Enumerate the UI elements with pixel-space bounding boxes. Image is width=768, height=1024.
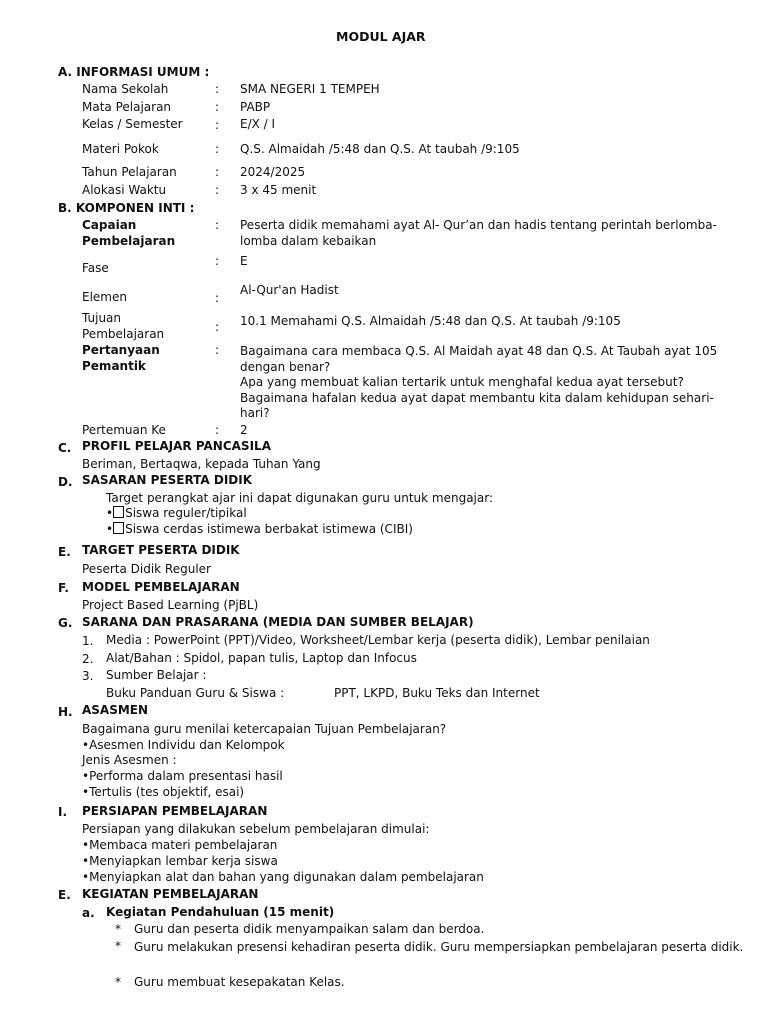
fase-value: E: [240, 254, 248, 268]
pertanyaan-label-2: Pemantik: [82, 359, 146, 373]
list-number: 3.: [82, 669, 94, 683]
section-h-line: Bagaimana guru menilai ketercapaian Tujuan Pembelajaran?: [82, 722, 447, 736]
list-item-text: Siswa cerdas istimewa berbakat istimewa (CIBI): [125, 522, 413, 536]
section-i-line: •Menyiapkan alat dan bahan yang digunakan dalam pembelajaran: [82, 870, 484, 884]
section-f-letter: F.: [58, 581, 69, 595]
checkbox-icon: [113, 522, 124, 534]
pertemuan-label: Pertemuan Ke: [82, 423, 166, 437]
pertanyaan-line: Bagaimana hafalan kedua ayat dapat membantu kita dalam kehidupan sehari-: [240, 391, 714, 405]
capaian-label: Capaian: [82, 218, 137, 232]
info-value: Q.S. Almaidah /5:48 dan Q.S. At taubah /9:105: [240, 142, 520, 156]
info-label: Alokasi Waktu: [82, 183, 167, 197]
section-d-letter: D.: [58, 475, 73, 489]
sumber-left: Buku Panduan Guru & Siswa :: [106, 686, 285, 700]
list-item-text: Guru membuat kesepakatan Kelas.: [134, 975, 345, 989]
bullet: •: [106, 506, 114, 520]
pertanyaan-label: Pertanyaan: [82, 343, 160, 357]
capaian-sep: :: [215, 218, 220, 232]
info-value: SMA NEGERI 1 TEMPEH: [240, 82, 380, 96]
section-h-letter: H.: [58, 705, 73, 719]
info-label: Tahun Pelajaran: [82, 165, 177, 179]
list-item-text: Media : PowerPoint (PPT)/Video, Worksheet/Lembar kerja (peserta didik), Lembar penilaian: [106, 633, 650, 647]
list-item-text: Sumber Belajar :: [106, 668, 207, 682]
section-g-heading: SARANA DAN PRASARANA (MEDIA DAN SUMBER BELAJAR): [82, 615, 474, 629]
pertemuan-sep: :: [215, 423, 220, 437]
fase-sep: :: [215, 254, 220, 268]
capaian-value: Peserta didik memahami ayat Al- Qur’an dan hadis tentang perintah berlomba-: [240, 218, 717, 232]
subsection-heading: Kegiatan Pendahuluan (15 menit): [106, 905, 335, 919]
info-sep: :: [215, 165, 220, 179]
list-item: [106, 522, 413, 537]
section-e2-letter: E.: [58, 888, 71, 902]
elemen-sep: :: [215, 291, 220, 305]
list-item-text: Guru dan peserta didik menyampaikan salam dan berdoa.: [134, 922, 485, 936]
list-item-text: Alat/Bahan : Spidol, papan tulis, Laptop dan Infocus: [106, 651, 417, 665]
tujuan-label-2: Pembelajaran: [82, 327, 165, 341]
elemen-value: Al-Qur'an Hadist: [240, 283, 339, 297]
subsection-number: a.: [82, 906, 95, 920]
section-h-line: Jenis Asesmen :: [82, 753, 177, 767]
section-f-body: Project Based Learning (PjBL): [82, 598, 259, 612]
info-value: PABP: [240, 100, 271, 114]
section-c-heading: PROFIL PELAJAR PANCASILA: [82, 439, 271, 453]
section-a-heading: A. INFORMASI UMUM :: [58, 65, 210, 79]
info-label: Materi Pokok: [82, 142, 159, 156]
section-h-line: •Tertulis (tes objektif, esai): [82, 785, 245, 799]
info-value: E/X / I: [240, 117, 276, 131]
pertanyaan-line: Bagaimana cara membaca Q.S. Al Maidah ayat 48 dan Q.S. At Taubah ayat 105: [240, 344, 718, 358]
star-bullet: *: [115, 939, 121, 953]
info-sep: :: [215, 118, 220, 132]
section-e-body: Peserta Didik Reguler: [82, 562, 211, 576]
section-b-heading: B. KOMPONEN INTI :: [58, 201, 195, 215]
info-label: Nama Sekolah: [82, 82, 169, 96]
star-bullet: *: [115, 922, 121, 936]
info-value: 3 x 45 menit: [240, 183, 317, 197]
section-i-letter: I.: [58, 805, 68, 819]
sumber-right: PPT, LKPD, Buku Teks dan Internet: [334, 686, 540, 700]
section-i-line: •Menyiapkan lembar kerja siswa: [82, 854, 278, 868]
section-i-line: Persiapan yang dilakukan sebelum pembelajaran dimulai:: [82, 822, 430, 836]
section-h-heading: ASASMEN: [82, 703, 149, 717]
info-sep: :: [215, 142, 220, 156]
info-label: Kelas / Semester: [82, 117, 183, 131]
section-e2-heading: KEGIATAN PEMBELAJARAN: [82, 887, 259, 901]
section-g-letter: G.: [58, 616, 73, 630]
info-label: Mata Pelajaran: [82, 100, 172, 114]
star-bullet: *: [115, 975, 121, 989]
bullet: •: [106, 522, 114, 536]
info-sep: :: [215, 82, 220, 96]
section-i-heading: PERSIAPAN PEMBELAJARAN: [82, 804, 268, 818]
section-d-intro: Target perangkat ajar ini dapat digunakan guru untuk mengajar:: [106, 491, 494, 505]
list-item-text: Guru melakukan presensi kehadiran peserta didik. Guru mempersiapkan pembelajaran peserta didik.: [134, 940, 744, 954]
tujuan-sep: :: [215, 320, 220, 334]
info-value: 2024/2025: [240, 165, 306, 179]
section-h-line: •Performa dalam presentasi hasil: [82, 769, 283, 783]
fase-label: Fase: [82, 261, 109, 275]
list-number: 2.: [82, 652, 94, 666]
section-i-line: •Membaca materi pembelajaran: [82, 838, 278, 852]
info-sep: :: [215, 100, 220, 114]
tujuan-label: Tujuan: [82, 311, 122, 325]
section-c-body: Beriman, Bertaqwa, kepada Tuhan Yang: [82, 457, 321, 471]
section-f-heading: MODEL PEMBELAJARAN: [82, 580, 240, 594]
document-title: MODUL AJAR: [336, 29, 426, 44]
section-c-letter: C.: [58, 441, 72, 455]
list-number: 1.: [82, 634, 94, 648]
capaian-label-2: Pembelajaran: [82, 234, 176, 248]
pertanyaan-line: hari?: [240, 406, 270, 420]
pertemuan-value: 2: [240, 423, 248, 437]
capaian-value-2: lomba dalam kebaikan: [240, 234, 377, 248]
section-h-line: •Asesmen Individu dan Kelompok: [82, 738, 285, 752]
section-d-heading: SASARAN PESERTA DIDIK: [82, 473, 253, 487]
list-item-text: Siswa reguler/tipikal: [125, 506, 247, 520]
pertanyaan-sep: :: [215, 343, 220, 357]
section-e-heading: TARGET PESERTA DIDIK: [82, 543, 240, 557]
tujuan-value: 10.1 Memahami Q.S. Almaidah /5:48 dan Q.S. At taubah /9:105: [240, 314, 621, 328]
elemen-label: Elemen: [82, 290, 127, 304]
section-e-letter: E.: [58, 545, 71, 559]
checkbox-icon: [113, 506, 124, 518]
pertanyaan-line: dengan benar?: [240, 360, 331, 374]
list-item: [106, 506, 247, 521]
info-sep: :: [215, 183, 220, 197]
pertanyaan-line: Apa yang membuat kalian tertarik untuk menghafal kedua ayat tersebut?: [240, 375, 684, 389]
